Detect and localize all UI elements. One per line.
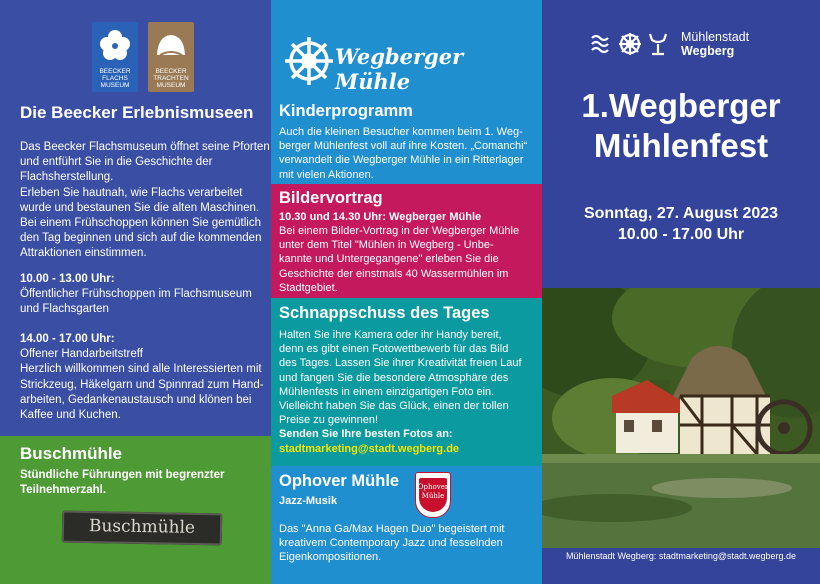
museums-title: Die Beecker Erlebnismuseen <box>20 103 254 122</box>
buschmuehle-text: Stündliche Führungen mit begrenzter Teilnehmerzahl. <box>20 469 225 496</box>
kinderprogramm-text: Auch die kleinen Besucher kommen beim 1. Weg- berger Mühlenfest voll auf ihre Kosten. „Comanchi“ verwandelt die Wegberger Mühle in ein Ritterlager mit vielen Aktionen. <box>279 126 528 181</box>
schnappschuss-title: Schnappschuss des Tages <box>279 304 490 322</box>
flachsmuseum-logo <box>92 22 138 92</box>
flax-flower-icon <box>92 22 138 70</box>
bildervortrag-title: Bildervortrag <box>279 189 383 207</box>
schedule-1-time: 10.00 - 13.00 Uhr: <box>20 273 115 285</box>
middle-column <box>271 0 542 584</box>
schedule-1: 10.00 - 13.00 Uhr: Öffentlicher Frühschoppen im Flachsmuseum und Flachsgarten <box>20 272 270 318</box>
schnappschuss-text: Halten Sie ihre Kamera oder ihr Handy bereit, denn es gibt einen Fotowettbewerb für das Bild des Tages. Lassen Sie ihrer Kreativität freien Lauf und fangen Sie die besondere Atmosphäre des Mühlenfests in einem einzigartigen Foto ein. Vielleicht haben Sie das Glück, einen der tollen Preise zu gewinnen! Senden Sie Ihre besten Fotos an: stadtmarketing@stadt.wegberg.de <box>279 328 541 456</box>
schnappschuss-section <box>271 298 542 466</box>
bonnet-icon <box>148 22 194 70</box>
right-column <box>542 0 820 584</box>
wegberger-muehle-logo-text: Wegberger Mühle <box>335 44 464 94</box>
schnappschuss-cta: Senden Sie Ihre besten Fotos an: <box>279 428 453 441</box>
bildervortrag-section <box>271 184 542 298</box>
footer-contact: Mühlenstadt Wegberg: stadtmarketing@stadt.wegberg.de <box>565 551 797 561</box>
museums-intro: Das Beecker Flachsmuseum öffnet seine Pforten und entführt Sie in die Geschichte der Flachsherstellung. Erleben Sie hautnah, wie Flachs verarbeitet wurde und bestaunen Sie die alten Maschinen. Bei einem Frühschoppen können Sie gemütlich den Tag beginnen und sich auf die kommenden Attraktionen einstimmen. <box>20 141 270 260</box>
muehlenstadt-logo-text: Mühlenstadt Wegberg <box>681 30 750 58</box>
ophover-subtitle: Jazz-Musik <box>279 495 338 507</box>
sign-text: Buschmühle <box>88 516 196 538</box>
left-column <box>0 0 271 584</box>
mill-photo <box>542 288 820 548</box>
kinderprogramm-section <box>271 0 542 184</box>
logo1-label: BEECKER FLACHS MUSEUM <box>99 68 131 89</box>
ophover-text: Das "Anna Ga/Max Hagen Duo" begeistert mit kreativem Contemporary Jazz und fesselnden Eigenkompositionen. <box>279 523 505 564</box>
bildervortrag-subtitle: 10.30 und 14.30 Uhr: Wegberger Mühle <box>279 211 482 223</box>
buschmuehle-title: Buschmühle <box>20 444 123 463</box>
mill-wheel-icon <box>279 33 339 89</box>
buschmuehle-section <box>0 436 271 584</box>
schnappschuss-email[interactable]: stadtmarketing@stadt.wegberg.de <box>279 442 460 455</box>
kinderprogramm-title: Kinderprogramm <box>279 102 413 120</box>
festival-date: Sonntag, 27. August 2023 10.00 - 17.00 Uhr <box>583 205 779 243</box>
trachtenmuseum-logo <box>148 22 194 92</box>
logo2-label: BEECKER TRACHTEN MUSEUM <box>153 68 189 89</box>
muehlenstadt-logo-icons <box>590 30 674 58</box>
bildervortrag-text: Bei einem Bilder-Vortrag in der Wegberger Mühle unter dem Titel "Mühlen in Wegberg - Unbe- kannte und Untergegangene" erleben Sie die Geschichte der einstmals 40 Wassermühlen im Stadtgebiet. <box>279 225 520 294</box>
festival-title: 1.Wegberger Mühlenfest <box>581 87 781 164</box>
ophover-section <box>271 466 542 584</box>
schedule-2-time: 14.00 - 17.00 Uhr: <box>20 333 115 345</box>
schedule-2: 14.00 - 17.00 Uhr: Offener Handarbeitstreff Herzlich willkommen sind alle Interessierten mit Strickzeug, Häkelgarn und Spinnrad zum Hand- arbeiten, Gedankenaustausch und klönen bei Kaffee und Kuchen. <box>20 332 270 423</box>
ophover-badge: Ophover Mühle <box>415 472 451 518</box>
ophover-title: Ophover Mühle <box>279 472 400 490</box>
buschmuehle-sign <box>62 511 223 546</box>
